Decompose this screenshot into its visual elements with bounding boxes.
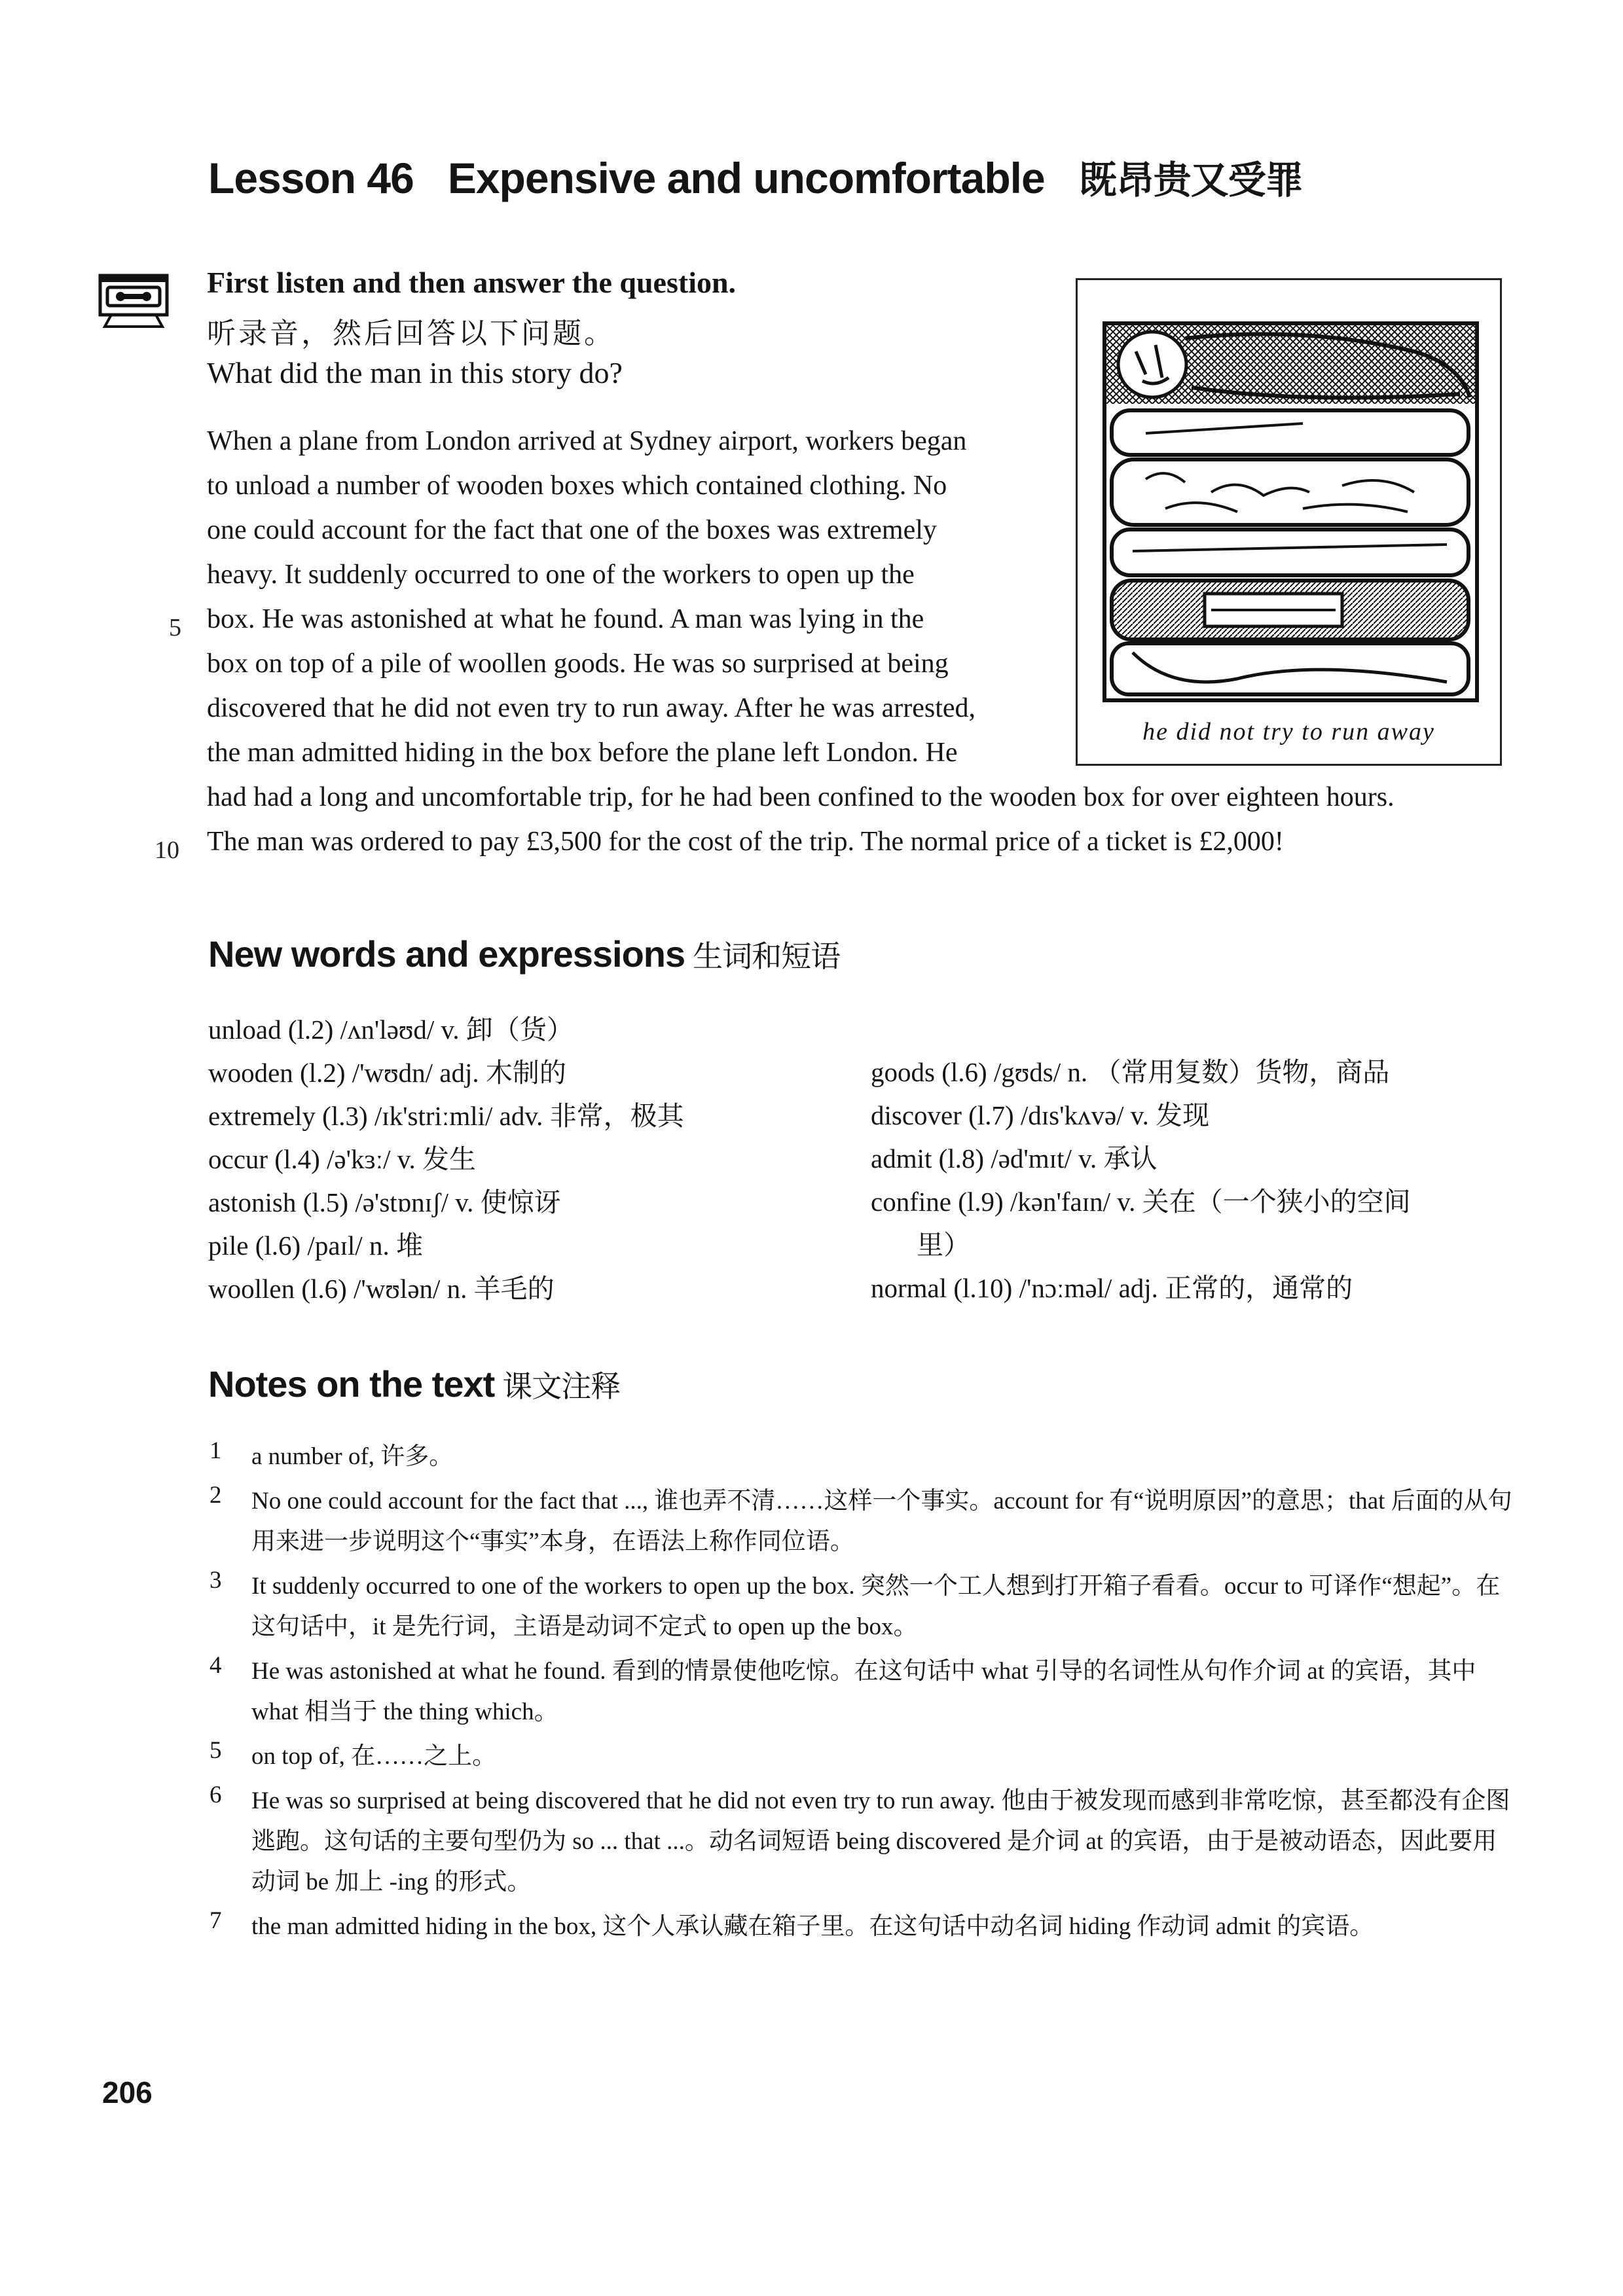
text-line: discovered that he did not even try to run away. After he was arrested, — [207, 693, 976, 723]
note-number: 3 — [210, 1567, 222, 1594]
text-line: The man was ordered to pay £3,500 for the cost of the trip. The normal price of a ticket is £2,000! — [207, 827, 1284, 857]
vocab-item: extremely (l.3) /ɪk'striːmli/ adv. 非常，极其 — [208, 1101, 684, 1131]
instruction-en: First listen and then answer the question. — [207, 266, 737, 299]
note-item — [210, 1651, 1512, 1732]
line-number: 10 — [155, 836, 179, 864]
note-number: 7 — [210, 1907, 222, 1934]
story-illustration — [1076, 278, 1502, 766]
vocab-heading-cn: 生词和短语 — [693, 939, 841, 974]
listening-instructions — [207, 265, 1058, 401]
vocab-item: normal (l.10) /'nɔːməl/ adj. 正常的，通常的 — [871, 1273, 1353, 1303]
text-line: heavy. It suddenly occurred to one of the workers to open up the — [207, 560, 915, 590]
vocab-item: admit (l.8) /əd'mɪt/ v. 承认 — [871, 1143, 1158, 1174]
vocab-item-continuation: 里） — [917, 1230, 970, 1260]
note-text: the man admitted hiding in the box, 这个人承认藏在箱子里。在这句话中动名词 hiding 作动词 admit 的宾语。 — [251, 1913, 1374, 1940]
note-number: 2 — [210, 1482, 222, 1509]
note-number: 1 — [210, 1437, 222, 1464]
note-text: He was so surprised at being discovered that he did not even try to run away. 他由于被发现而感到非常吃惊，甚至都没有企图逃跑。这句话的主要句型仍为 so ... that ...。动名词短语 being discovered 是介词 at 的宾语，由于是被动语态，因此要用动词 be 加上 -ing 的形式。 — [251, 1787, 1510, 1895]
note-text: on top of, 在……之上。 — [251, 1743, 497, 1770]
note-number: 6 — [210, 1782, 222, 1808]
notes-heading-cn: 课文注释 — [502, 1369, 621, 1404]
note-item — [210, 1907, 1512, 1947]
vocab-item: pile (l.6) /paɪl/ n. 堆 — [208, 1230, 423, 1261]
notes-list — [210, 1437, 1512, 1951]
note-item — [210, 1781, 1512, 1903]
page-number: 206 — [102, 2075, 153, 2109]
vocab-item: goods (l.6) /gʊds/ n. （常用复数）货物，商品 — [871, 1057, 1390, 1087]
vocab-list-left — [208, 1008, 684, 1310]
lesson-number: Lesson 46 — [208, 154, 414, 202]
lesson-title — [208, 149, 1337, 204]
text-line: one could account for the fact that one of the boxes was extremely — [207, 515, 937, 545]
note-number: 4 — [210, 1652, 222, 1679]
text-line: box. He was astonished at what he found. A man was lying in the — [207, 604, 924, 634]
vocab-heading-en: New words and expressions — [208, 933, 685, 975]
notes-heading — [208, 1363, 620, 1406]
vocab-heading — [208, 933, 840, 976]
note-item — [210, 1736, 1512, 1777]
instruction-cn: 听录音，然后回答以下问题。 — [207, 317, 615, 350]
lesson-title-en: Expensive and uncomfortable — [447, 154, 1045, 202]
text-line: When a plane from London arrived at Sydney airport, workers began — [207, 426, 967, 456]
line-number: 5 — [169, 614, 181, 641]
note-item — [210, 1437, 1512, 1477]
vocab-item: confine (l.9) /kən'faɪn/ v. 关在（一个狭小的空间 — [871, 1187, 1411, 1217]
man-in-box-drawing — [1106, 325, 1475, 698]
notes-heading-en: Notes on the text — [208, 1363, 495, 1405]
question: What did the man in this story do? — [207, 356, 623, 389]
note-item — [210, 1566, 1512, 1647]
note-item — [210, 1481, 1512, 1562]
note-text: No one could account for the fact that ..., 谁也弄不清……这样一个事实。account for 有“说明原因”的意思；that 后面的从句用来进一步说明这个“事实”本身，在语法上称作同位语。 — [251, 1488, 1512, 1555]
vocab-list-right — [871, 1050, 1411, 1310]
text-line: to unload a number of wooden boxes which contained clothing. No — [207, 471, 947, 501]
vocab-item: unload (l.2) /ʌn'ləʊd/ v. 卸（货） — [208, 1014, 574, 1045]
vocab-item: astonish (l.5) /ə'stɒnɪʃ/ v. 使惊讶 — [208, 1187, 561, 1217]
text-line: the man admitted hiding in the box before the plane left London. He — [207, 738, 958, 768]
text-line: had had a long and uncomfortable trip, for he had been confined to the wooden box for over eighteen hours. — [207, 782, 1395, 812]
note-number: 5 — [210, 1737, 222, 1764]
vocab-item: occur (l.4) /ə'kɜː/ v. 发生 — [208, 1144, 477, 1174]
illustration-drawing — [1103, 321, 1479, 702]
text-line: box on top of a pile of woollen goods. He was so surprised at being — [207, 649, 949, 679]
vocab-item: wooden (l.2) /'wʊdn/ adj. 木制的 — [208, 1058, 566, 1088]
vocab-item: discover (l.7) /dɪs'kʌvə/ v. 发现 — [871, 1100, 1210, 1130]
cassette-tape-icon — [98, 274, 169, 329]
note-text: It suddenly occurred to one of the workers to open up the box. 突然一个工人想到打开箱子看看。occur to 可译作“想起”。在这句话中，it 是先行词，主语是动词不定式 to open up the box。 — [251, 1573, 1501, 1640]
note-text: a number of, 许多。 — [251, 1443, 454, 1470]
vocab-item: woollen (l.6) /'wʊlən/ n. 羊毛的 — [208, 1274, 555, 1304]
lesson-title-cn: 既昂贵又受罪 — [1078, 158, 1303, 202]
note-text: He was astonished at what he found. 看到的情景使他吃惊。在这句话中 what 引导的名词性从句作介词 at 的宾语，其中 what 相当于 the thing which。 — [251, 1658, 1476, 1725]
illustration-caption: he did not try to run away — [1142, 718, 1435, 745]
